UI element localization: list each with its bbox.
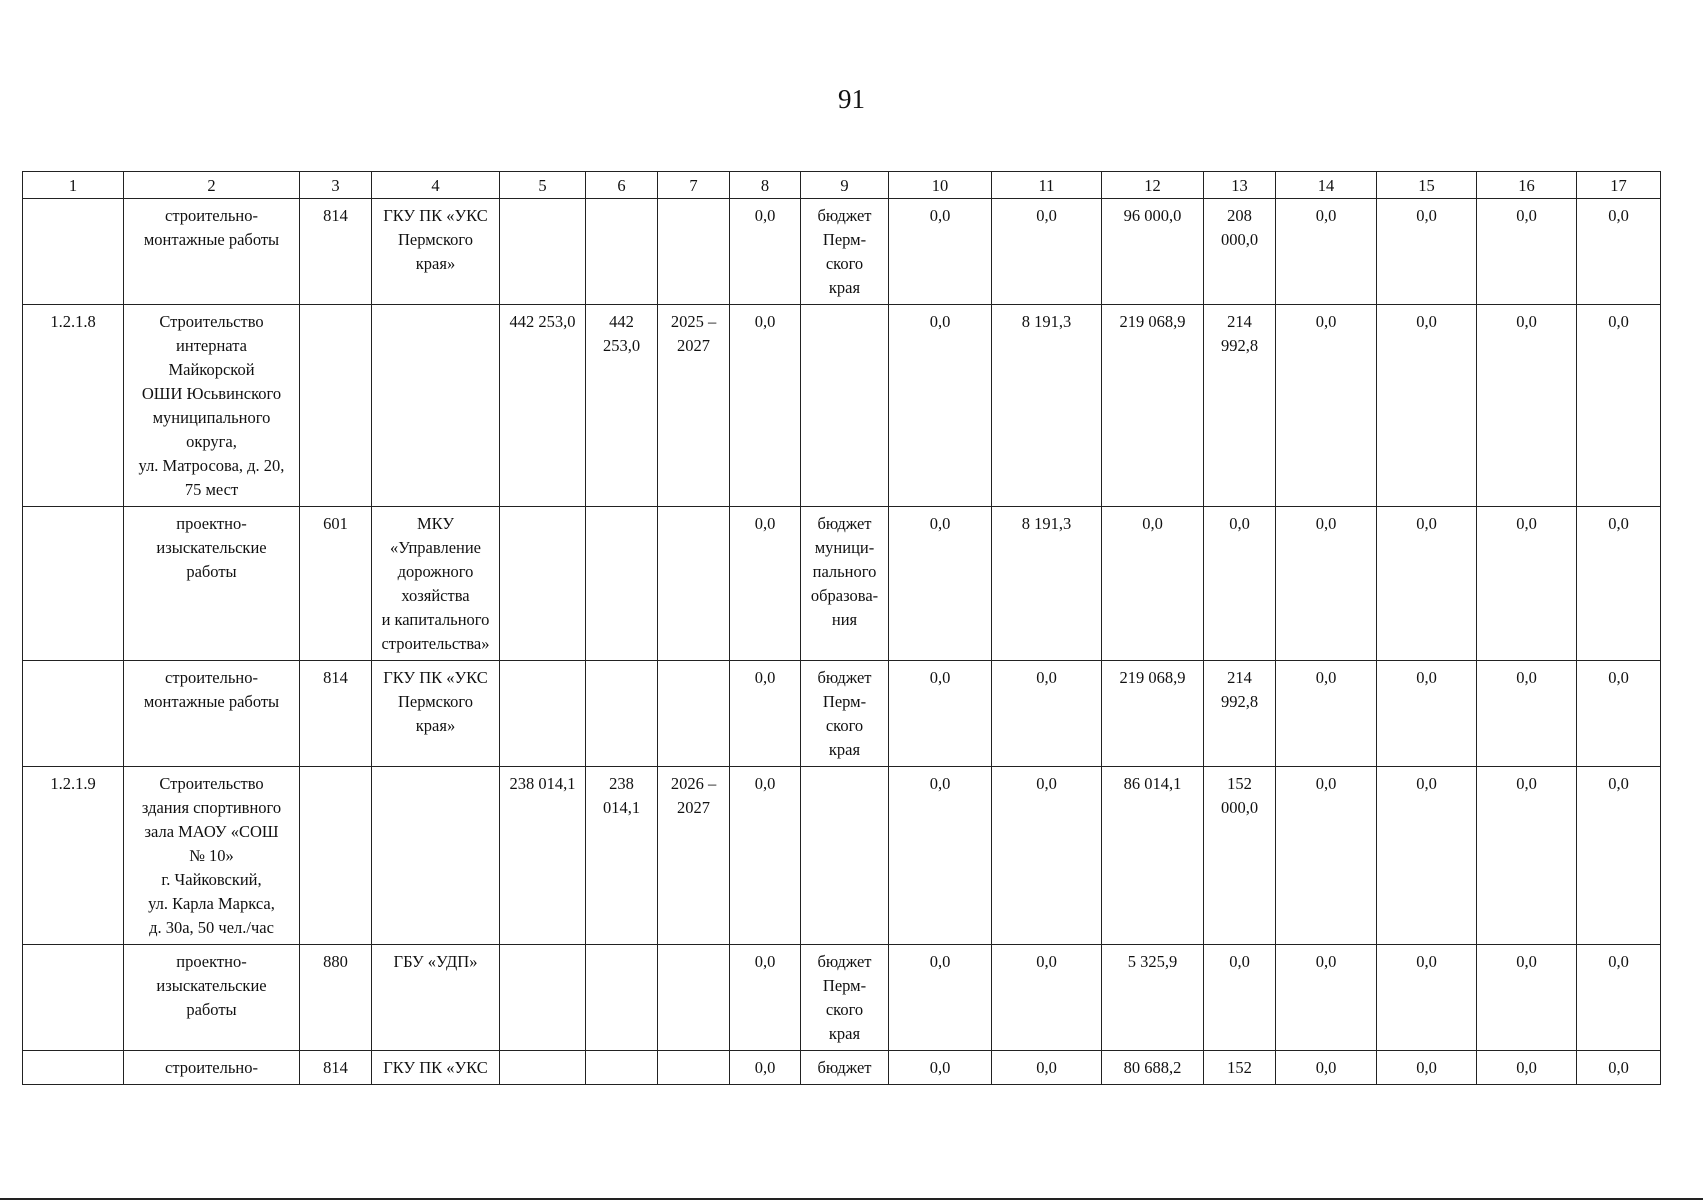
table-cell: 80 688,2 — [1102, 1051, 1204, 1085]
table-cell: 2025 – 2027 — [658, 305, 730, 507]
table-cell: бюджет Перм- ского края — [801, 945, 889, 1051]
column-header: 15 — [1377, 172, 1477, 199]
table-cell: бюджет Перм- ского края — [801, 661, 889, 767]
table-cell: 0,0 — [889, 767, 992, 945]
column-header: 5 — [500, 172, 586, 199]
table-cell: 0,0 — [1477, 305, 1577, 507]
table-cell — [801, 767, 889, 945]
table-cell: 0,0 — [1477, 1051, 1577, 1085]
table-cell: ГКУ ПК «УКС Пермского края» — [372, 661, 500, 767]
table-cell: 0,0 — [730, 305, 801, 507]
column-header: 11 — [992, 172, 1102, 199]
column-header: 10 — [889, 172, 992, 199]
table-cell — [801, 305, 889, 507]
table-cell: 0,0 — [1577, 1051, 1661, 1085]
table-cell: 442 253,0 — [586, 305, 658, 507]
table-cell: 0,0 — [1477, 199, 1577, 305]
table-cell: 0,0 — [1577, 945, 1661, 1051]
column-header: 2 — [124, 172, 300, 199]
table-cell: 219 068,9 — [1102, 661, 1204, 767]
table-cell: строительно- — [124, 1051, 300, 1085]
table-cell: 5 325,9 — [1102, 945, 1204, 1051]
table-cell — [658, 661, 730, 767]
table-cell: бюджет — [801, 1051, 889, 1085]
table-cell — [372, 305, 500, 507]
table-cell: МКУ «Управление дорожного хозяйства и капитального строительства» — [372, 507, 500, 661]
table-cell — [586, 199, 658, 305]
table-cell: 0,0 — [1276, 945, 1377, 1051]
header-row — [23, 172, 1661, 199]
table-cell — [500, 945, 586, 1051]
table-cell: 0,0 — [1477, 661, 1577, 767]
column-header: 7 — [658, 172, 730, 199]
table-row — [23, 945, 1661, 1051]
table-cell: 814 — [300, 661, 372, 767]
table-cell — [586, 661, 658, 767]
table-cell: 0,0 — [1204, 507, 1276, 661]
table-cell: 0,0 — [1204, 945, 1276, 1051]
table-cell: 0,0 — [1377, 199, 1477, 305]
table-cell: 0,0 — [730, 767, 801, 945]
table-cell: 0,0 — [992, 767, 1102, 945]
column-header: 13 — [1204, 172, 1276, 199]
table-row — [23, 661, 1661, 767]
table-cell: 2026 – 2027 — [658, 767, 730, 945]
table-cell: 0,0 — [1577, 507, 1661, 661]
table-cell: 0,0 — [992, 661, 1102, 767]
table-cell: 0,0 — [889, 945, 992, 1051]
table-cell: 0,0 — [1276, 507, 1377, 661]
table-cell — [372, 767, 500, 945]
table-cell: 152 — [1204, 1051, 1276, 1085]
table-cell: 0,0 — [992, 1051, 1102, 1085]
table-cell: бюджет муници- пального образова- ния — [801, 507, 889, 661]
data-table — [22, 171, 1661, 1085]
table-cell: 208 000,0 — [1204, 199, 1276, 305]
table-cell: строительно- монтажные работы — [124, 199, 300, 305]
table-cell: 86 014,1 — [1102, 767, 1204, 945]
table-cell: ГКУ ПК «УКС Пермского края» — [372, 199, 500, 305]
table-cell: 0,0 — [889, 305, 992, 507]
table-cell: 0,0 — [730, 507, 801, 661]
table-cell: 0,0 — [1377, 305, 1477, 507]
table-cell: 0,0 — [1577, 661, 1661, 767]
column-header: 16 — [1477, 172, 1577, 199]
table-cell — [500, 507, 586, 661]
table-row — [23, 507, 1661, 661]
table-cell: 442 253,0 — [500, 305, 586, 507]
table-cell: 0,0 — [1377, 507, 1477, 661]
table-cell — [658, 199, 730, 305]
table-row — [23, 767, 1661, 945]
table-cell: 238 014,1 — [500, 767, 586, 945]
table-cell: 0,0 — [889, 1051, 992, 1085]
table-cell — [500, 661, 586, 767]
column-header: 9 — [801, 172, 889, 199]
table-cell: 0,0 — [1477, 767, 1577, 945]
table-cell: 0,0 — [730, 661, 801, 767]
table-cell: 601 — [300, 507, 372, 661]
table-cell: 814 — [300, 199, 372, 305]
table-cell: 0,0 — [1377, 945, 1477, 1051]
table-cell: Строительство здания спортивного зала МАОУ «СОШ № 10» г. Чайковский, ул. Карла Маркса, д. 30а, 50 чел./час — [124, 767, 300, 945]
table-cell — [23, 945, 124, 1051]
table-cell: 0,0 — [889, 199, 992, 305]
table-cell: 0,0 — [730, 199, 801, 305]
table-cell — [586, 507, 658, 661]
table-cell: 152 000,0 — [1204, 767, 1276, 945]
table-cell: 0,0 — [1577, 305, 1661, 507]
table-cell: 880 — [300, 945, 372, 1051]
table-cell: 238 014,1 — [586, 767, 658, 945]
table-cell: строительно- монтажные работы — [124, 661, 300, 767]
table-cell — [23, 1051, 124, 1085]
table-cell: 0,0 — [1377, 661, 1477, 767]
table-cell — [23, 661, 124, 767]
table-row — [23, 199, 1661, 305]
table-cell: 8 191,3 — [992, 305, 1102, 507]
table-cell: 0,0 — [730, 1051, 801, 1085]
table-cell: 0,0 — [992, 945, 1102, 1051]
table-cell: 0,0 — [1377, 767, 1477, 945]
table-cell: 0,0 — [730, 945, 801, 1051]
column-header: 8 — [730, 172, 801, 199]
table-cell — [658, 1051, 730, 1085]
page-number: 91 — [838, 84, 865, 114]
column-header: 17 — [1577, 172, 1661, 199]
table-cell — [300, 305, 372, 507]
table-cell — [23, 507, 124, 661]
table-cell: 1.2.1.8 — [23, 305, 124, 507]
table-row — [23, 305, 1661, 507]
column-header: 6 — [586, 172, 658, 199]
table-cell — [586, 1051, 658, 1085]
table-row — [23, 1051, 1661, 1085]
table-cell: ГБУ «УДП» — [372, 945, 500, 1051]
column-header: 12 — [1102, 172, 1204, 199]
table-cell: 0,0 — [1477, 507, 1577, 661]
table-cell — [23, 199, 124, 305]
table-cell — [500, 199, 586, 305]
table-cell: 214 992,8 — [1204, 305, 1276, 507]
table-cell: 8 191,3 — [992, 507, 1102, 661]
column-header: 4 — [372, 172, 500, 199]
table-cell: 0,0 — [1102, 507, 1204, 661]
table-cell: 1.2.1.9 — [23, 767, 124, 945]
table-cell: проектно- изыскательские работы — [124, 507, 300, 661]
table-cell: 0,0 — [889, 507, 992, 661]
table-cell: бюджет Перм- ского края — [801, 199, 889, 305]
table-cell: 0,0 — [1276, 767, 1377, 945]
table-cell: 0,0 — [1377, 1051, 1477, 1085]
column-header: 14 — [1276, 172, 1377, 199]
table-cell: 214 992,8 — [1204, 661, 1276, 767]
table-cell — [658, 945, 730, 1051]
table-cell: 0,0 — [1276, 305, 1377, 507]
table-cell: 0,0 — [1276, 661, 1377, 767]
table-cell: 0,0 — [1577, 199, 1661, 305]
table-cell: 0,0 — [1276, 199, 1377, 305]
table-cell — [300, 767, 372, 945]
table-cell: 0,0 — [889, 661, 992, 767]
table-cell: 219 068,9 — [1102, 305, 1204, 507]
table-cell: ГКУ ПК «УКС — [372, 1051, 500, 1085]
column-header: 1 — [23, 172, 124, 199]
table-cell: 0,0 — [1276, 1051, 1377, 1085]
table-cell: 96 000,0 — [1102, 199, 1204, 305]
table-cell: проектно- изыскательские работы — [124, 945, 300, 1051]
table-cell: 0,0 — [1477, 945, 1577, 1051]
column-header: 3 — [300, 172, 372, 199]
table-cell: 814 — [300, 1051, 372, 1085]
table-cell: Строительство интерната Майкорской ОШИ Юсьвинского муниципального округа, ул. Матросова, д. 20, 75 мест — [124, 305, 300, 507]
table-cell: 0,0 — [1577, 767, 1661, 945]
table-cell: 0,0 — [992, 199, 1102, 305]
table-cell — [586, 945, 658, 1051]
table-cell — [500, 1051, 586, 1085]
table-cell — [658, 507, 730, 661]
